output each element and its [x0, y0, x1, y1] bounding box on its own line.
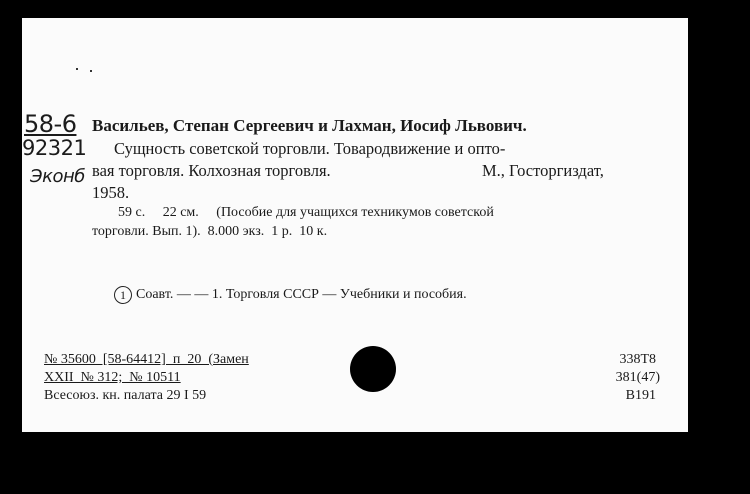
classification-3: В191 [625, 388, 656, 403]
inventory-number-handwritten: 92321 [22, 136, 87, 160]
handwritten-note: Эконб [30, 166, 85, 187]
footer-line-2: XXII № 312; № 10511 [44, 370, 181, 385]
footer-line-3: Всесоюз. кн. палата 29 I 59 [44, 388, 207, 403]
speck [90, 70, 92, 72]
authors-heading: Васильев, Степан Сергеевич и Лахман, Иосиф Львович. [92, 116, 527, 135]
collation-line-1: 59 с. 22 см. (Пособие для учащихся техникумов советской [118, 205, 494, 220]
shelf-mark-handwritten: 58-6 [24, 110, 77, 138]
classification-1: 338Т8 [619, 352, 656, 367]
speck [76, 68, 78, 70]
ink-blot [350, 346, 396, 392]
footer-line-1: № 35600 [58-64412] п 20 (Замен [44, 352, 249, 367]
catalog-card [22, 18, 688, 432]
title-line-2: вая торговля. Колхозная торговля. [92, 161, 331, 180]
tracings-line [114, 286, 467, 304]
title-line-1: Сущность советской торговли. Товародвижение и опто- [114, 139, 506, 158]
tracings-text: Соавт. — — 1. Торговля СССР — Учебники и пособия. [136, 287, 467, 303]
collation-line-2: торговли. Вып. 1). 8.000 экз. 1 р. 10 к. [92, 224, 328, 239]
publication-year: 1958. [92, 183, 130, 202]
imprint: М., Госторгиздат, [482, 161, 604, 180]
classification-2: 381(47) [615, 370, 660, 385]
circled-marker: 1 [114, 286, 132, 304]
